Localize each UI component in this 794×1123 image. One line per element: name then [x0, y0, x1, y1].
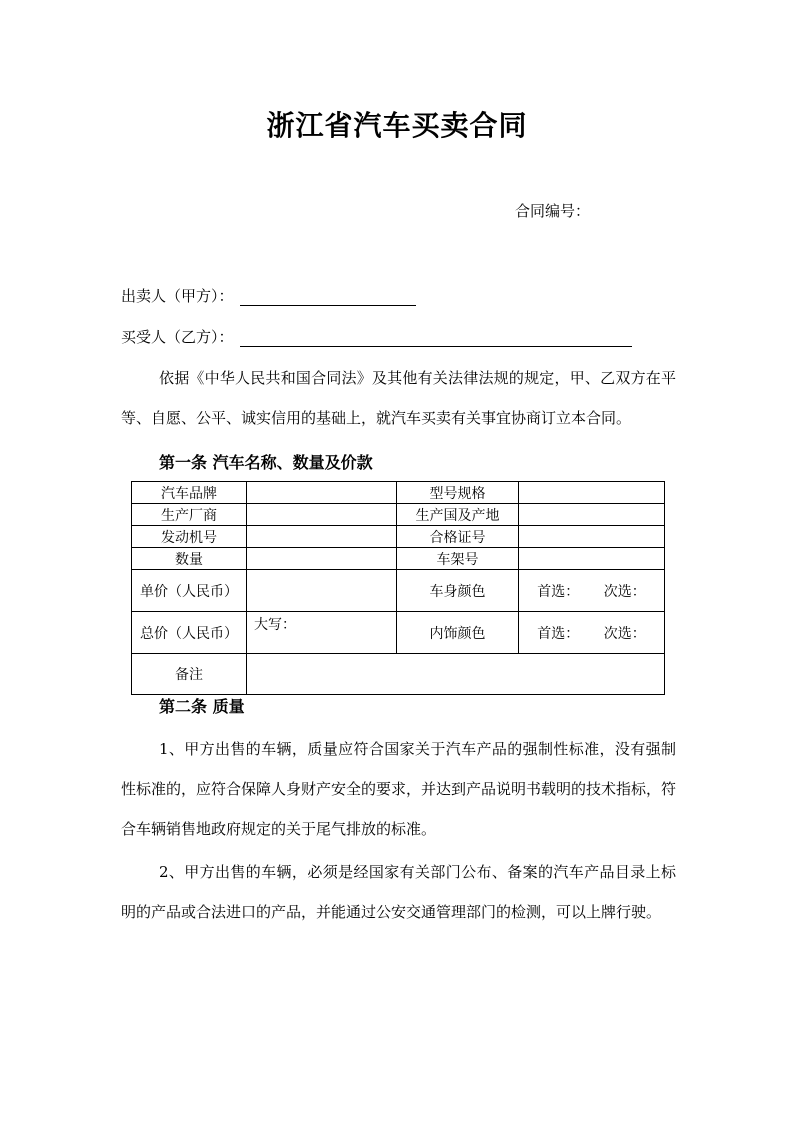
- buyer-field: [121, 326, 632, 347]
- article2-heading: 第二条 质量: [159, 697, 245, 716]
- seller-blank-line: [240, 290, 416, 306]
- seller-label: 出卖人（甲方）：: [121, 287, 234, 305]
- buyer-label: 买受人（乙方）：: [121, 328, 234, 346]
- first-choice-label: 首选：: [537, 625, 580, 642]
- model-label: 型号规格: [397, 482, 519, 504]
- vehicle-spec-table: [131, 481, 665, 695]
- buyer-blank-line: [240, 331, 632, 347]
- article1-heading: 第一条 汽车名称、数量及价款: [159, 453, 373, 472]
- frame-no-label: 车架号: [397, 548, 519, 570]
- quality-clause-2: 2、甲方出售的车辆，必须是经国家有关部门公布、备案的汽车产品目录上标明的产品或合法进口的产品，并能通过公安交通管理部门的检测，可以上牌行驶。: [121, 863, 676, 921]
- total-price-value: [247, 612, 397, 654]
- manufacturer-value: [247, 504, 397, 526]
- interior-color-value: [519, 612, 665, 654]
- manufacturer-label: 生产厂商: [132, 504, 247, 526]
- brand-label: 汽车品牌: [132, 482, 247, 504]
- certificate-no-label: 合格证号: [397, 526, 519, 548]
- table-row: [132, 526, 665, 548]
- body-color-label: 车身颜色: [397, 570, 519, 612]
- first-choice-label: 首选：: [537, 583, 580, 600]
- certificate-no-value: [519, 526, 665, 548]
- frame-no-value: [519, 548, 665, 570]
- interior-color-label: 内饰颜色: [397, 612, 519, 654]
- quantity-value: [247, 548, 397, 570]
- body-color-value: [519, 570, 665, 612]
- model-value: [519, 482, 665, 504]
- second-choice-label: 次选：: [603, 625, 646, 642]
- brand-value: [247, 482, 397, 504]
- intro-paragraph: 依据《中华人民共和国合同法》及其他有关法律法规的规定，甲、乙双方在平等、自愿、公平、诚实信用的基础上，就汽车买卖有关事宜协商订立本合同。: [121, 369, 676, 427]
- origin-value: [519, 504, 665, 526]
- table-row: [132, 612, 665, 654]
- table-row: [132, 548, 665, 570]
- remarks-value: [247, 654, 665, 695]
- unit-price-label: 单价（人民币）: [132, 570, 247, 612]
- table-row: [132, 482, 665, 504]
- engine-no-label: 发动机号: [132, 526, 247, 548]
- capital-amount-label: 大写：: [254, 617, 296, 633]
- table-row: [132, 504, 665, 526]
- engine-no-value: [247, 526, 397, 548]
- table-row: [132, 570, 665, 612]
- contract-number-label: 合同编号：: [515, 202, 591, 220]
- second-choice-label: 次选：: [603, 583, 646, 600]
- quality-clause-1: 1、甲方出售的车辆，质量应符合国家关于汽车产品的强制性标准，没有强制性标准的，应符合保障人身财产安全的要求，并达到产品说明书载明的技术指标，符合车辆销售地政府规定的关于尾气排放的标准。: [121, 740, 677, 838]
- origin-label: 生产国及产地: [397, 504, 519, 526]
- unit-price-value: [247, 570, 397, 612]
- remarks-label: 备注: [132, 654, 247, 695]
- total-price-label: 总价（人民币）: [132, 612, 247, 654]
- table-row: [132, 654, 665, 695]
- document-title: 浙江省汽车买卖合同: [266, 109, 528, 142]
- quantity-label: 数量: [132, 548, 247, 570]
- seller-field: [121, 285, 416, 306]
